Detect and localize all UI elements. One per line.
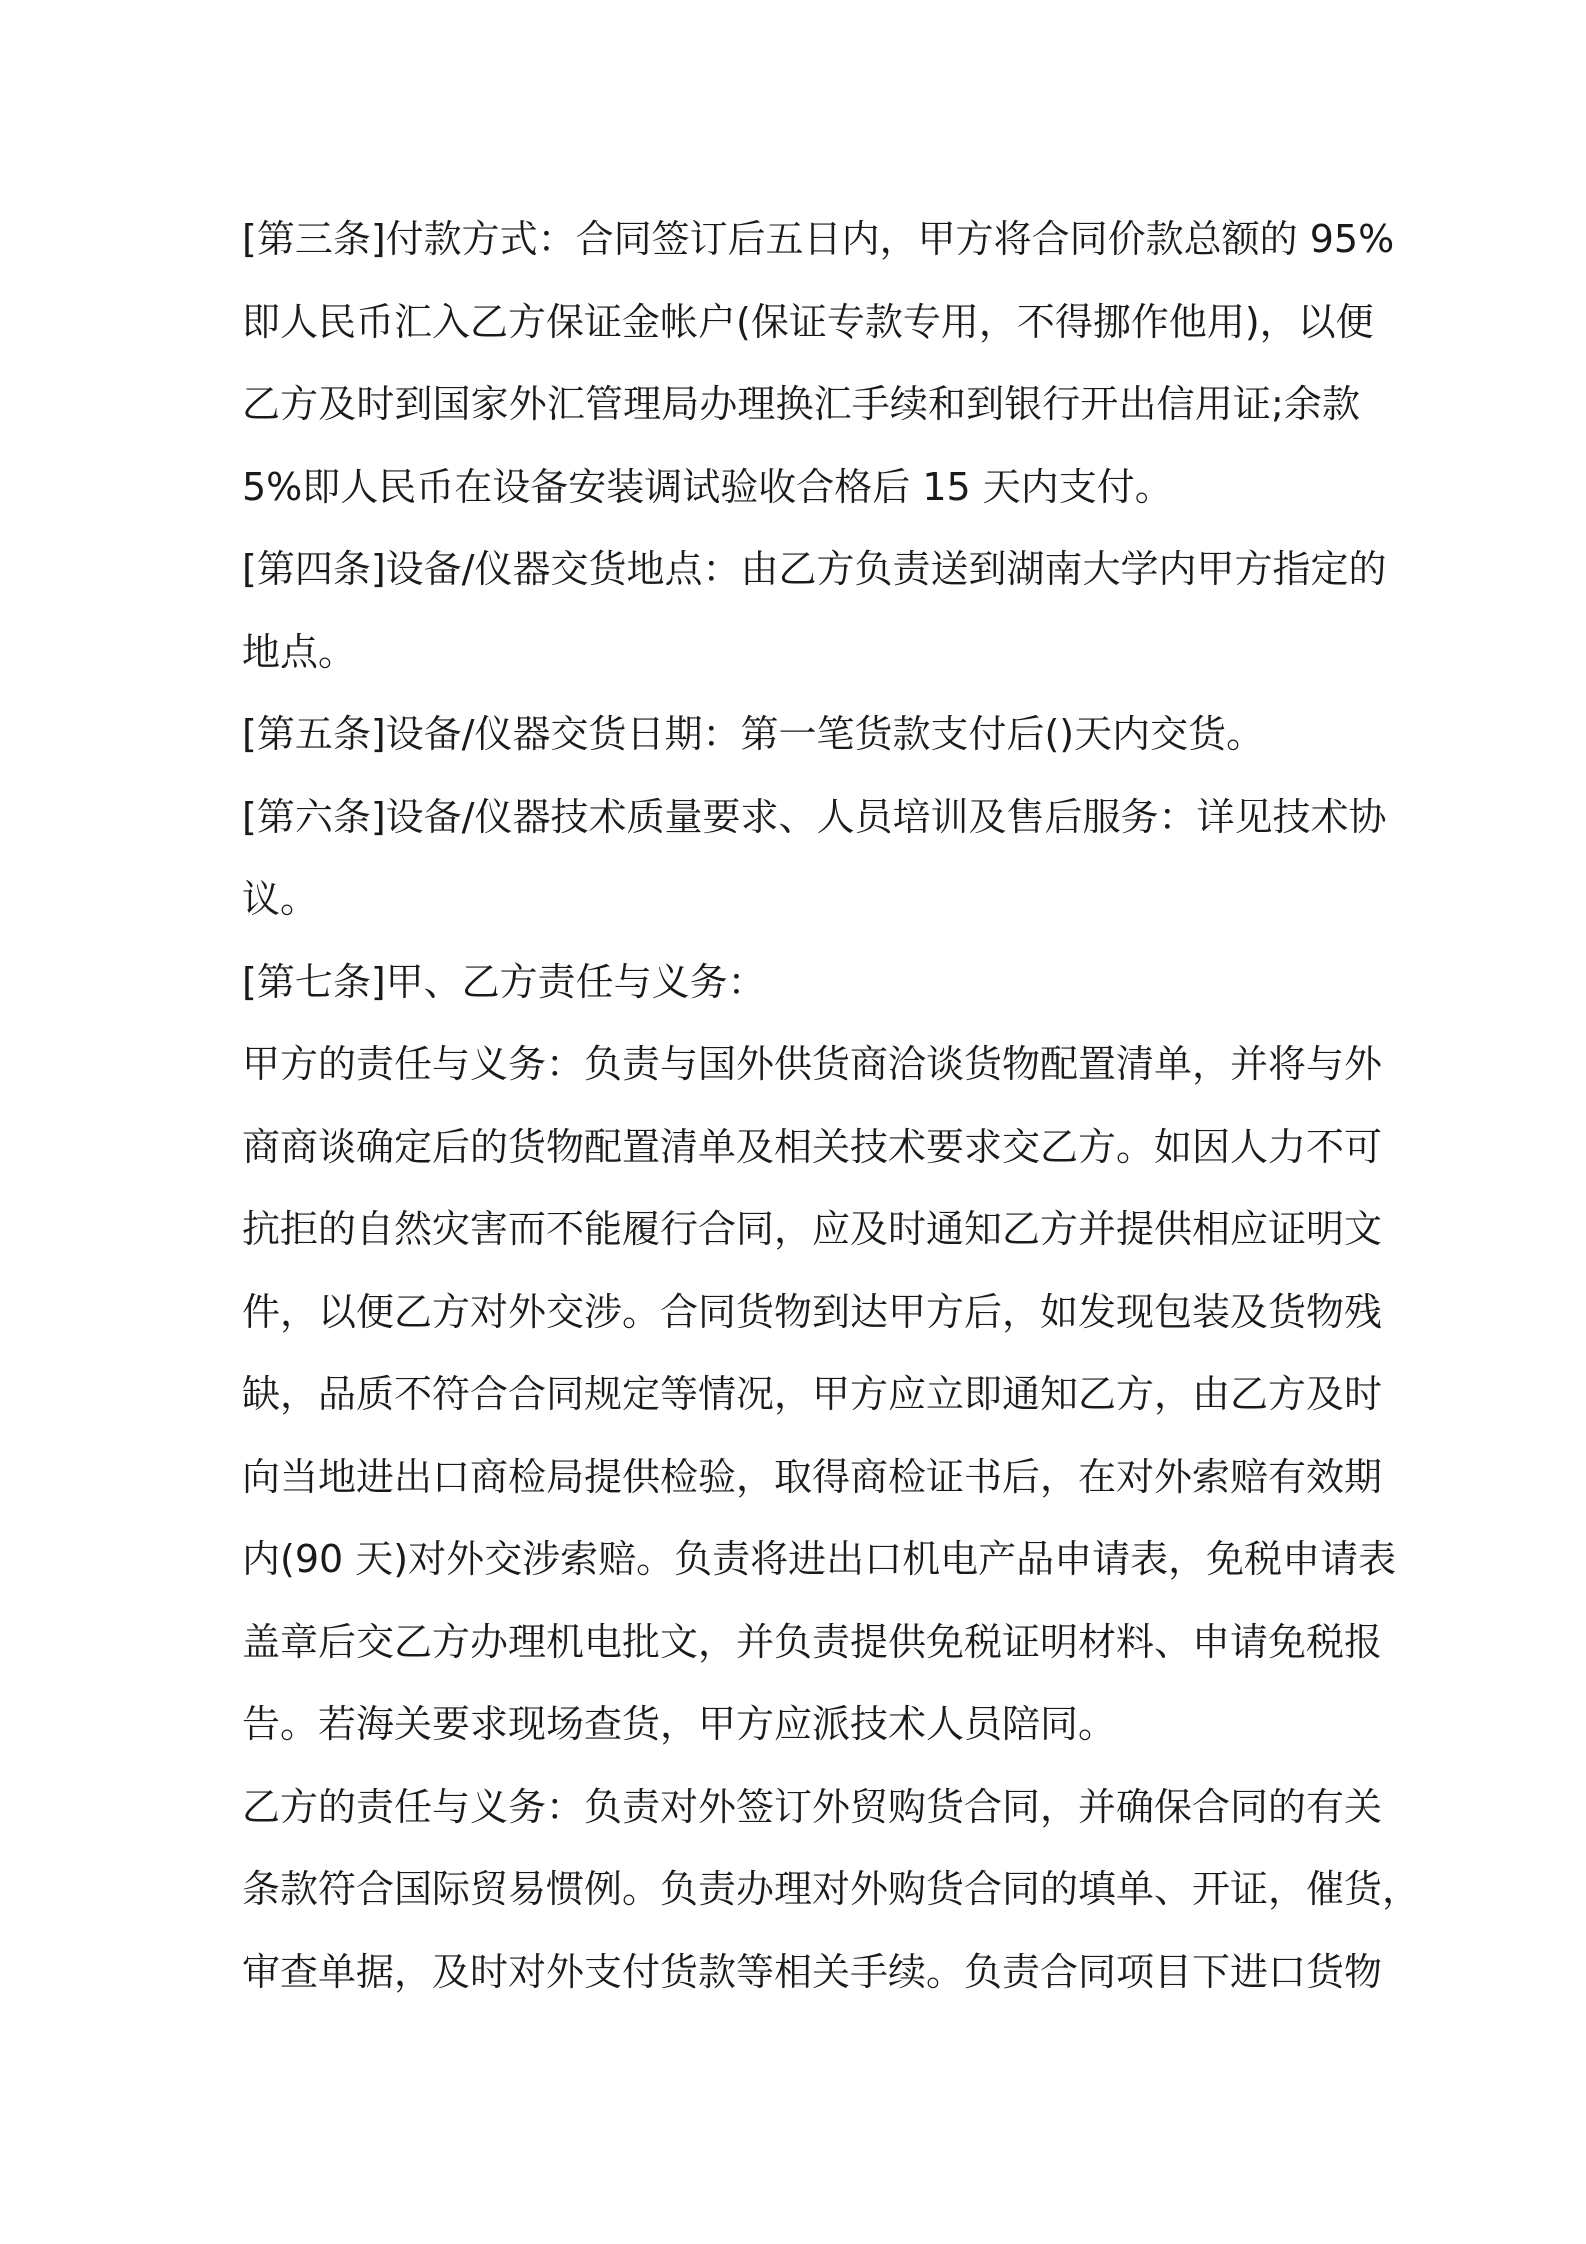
text-line: 商商谈确定后的货物配置清单及相关技术要求交乙方。如因人力不可 (242, 1124, 1383, 1169)
text-line: 向当地进出口商检局提供检验，取得商检证书后，在对外索赔有效期 (242, 1454, 1383, 1499)
text-line: 盖章后交乙方办理机电批文，并负责提供免税证明材料、申请免税报 (242, 1619, 1383, 1664)
text-line: 条款符合国际贸易惯例。负责办理对外购货合同的填单、开证，催货， (242, 1867, 1421, 1911)
text-line: 乙方及时到国家外汇管理局办理换汇手续和到银行开出信用证;余款 (242, 382, 1360, 426)
text-line: [第六条]设备/仪器技术质量要求、人员培训及售后服务：详见技术协 (242, 794, 1387, 839)
text-line: [第五条]设备/仪器交货日期：第一笔货款支付后()天内交货。 (242, 712, 1265, 756)
contract-text (242, 198, 1421, 2013)
text-line: 即人民币汇入乙方保证金帐户(保证专款专用，不得挪作他用)，以便 (242, 299, 1374, 344)
text-line: 地点。 (242, 629, 357, 674)
text-line: 内(90 天)对外交涉索赔。负责将进出口机电产品申请表，免税申请表 (242, 1537, 1397, 1581)
text-line: 缺，品质不符合合同规定等情况，甲方应立即通知乙方，由乙方及时 (242, 1372, 1383, 1416)
text-line: 5%即人民币在设备安装调试验收合格后 15 天内支付。 (242, 464, 1173, 509)
text-line: 抗拒的自然灾害而不能履行合同，应及时通知乙方并提供相应证明文 (242, 1207, 1383, 1251)
text-line: 议。 (242, 877, 319, 921)
text-line: 甲方的责任与义务：负责与国外供货商洽谈货物配置清单，并将与外 (242, 1042, 1383, 1086)
text-line: 件，以便乙方对外交涉。合同货物到达甲方后，如发现包装及货物残 (242, 1289, 1383, 1334)
text-line: 告。若海关要求现场查货，甲方应派技术人员陪同。 (242, 1702, 1117, 1746)
text-line: 审查单据，及时对外支付货款等相关手续。负责合同项目下进口货物 (242, 1949, 1383, 1994)
text-line: [第三条]付款方式：合同签订后五日内，甲方将合同价款总额的 95% (242, 217, 1395, 261)
text-line: [第四条]设备/仪器交货地点：由乙方负责送到湖南大学内甲方指定的 (242, 547, 1387, 591)
text-line: 乙方的责任与义务：负责对外签订外贸购货合同，并确保合同的有关 (242, 1784, 1383, 1829)
text-line: [第七条]甲、乙方责任与义务： (242, 959, 766, 1004)
